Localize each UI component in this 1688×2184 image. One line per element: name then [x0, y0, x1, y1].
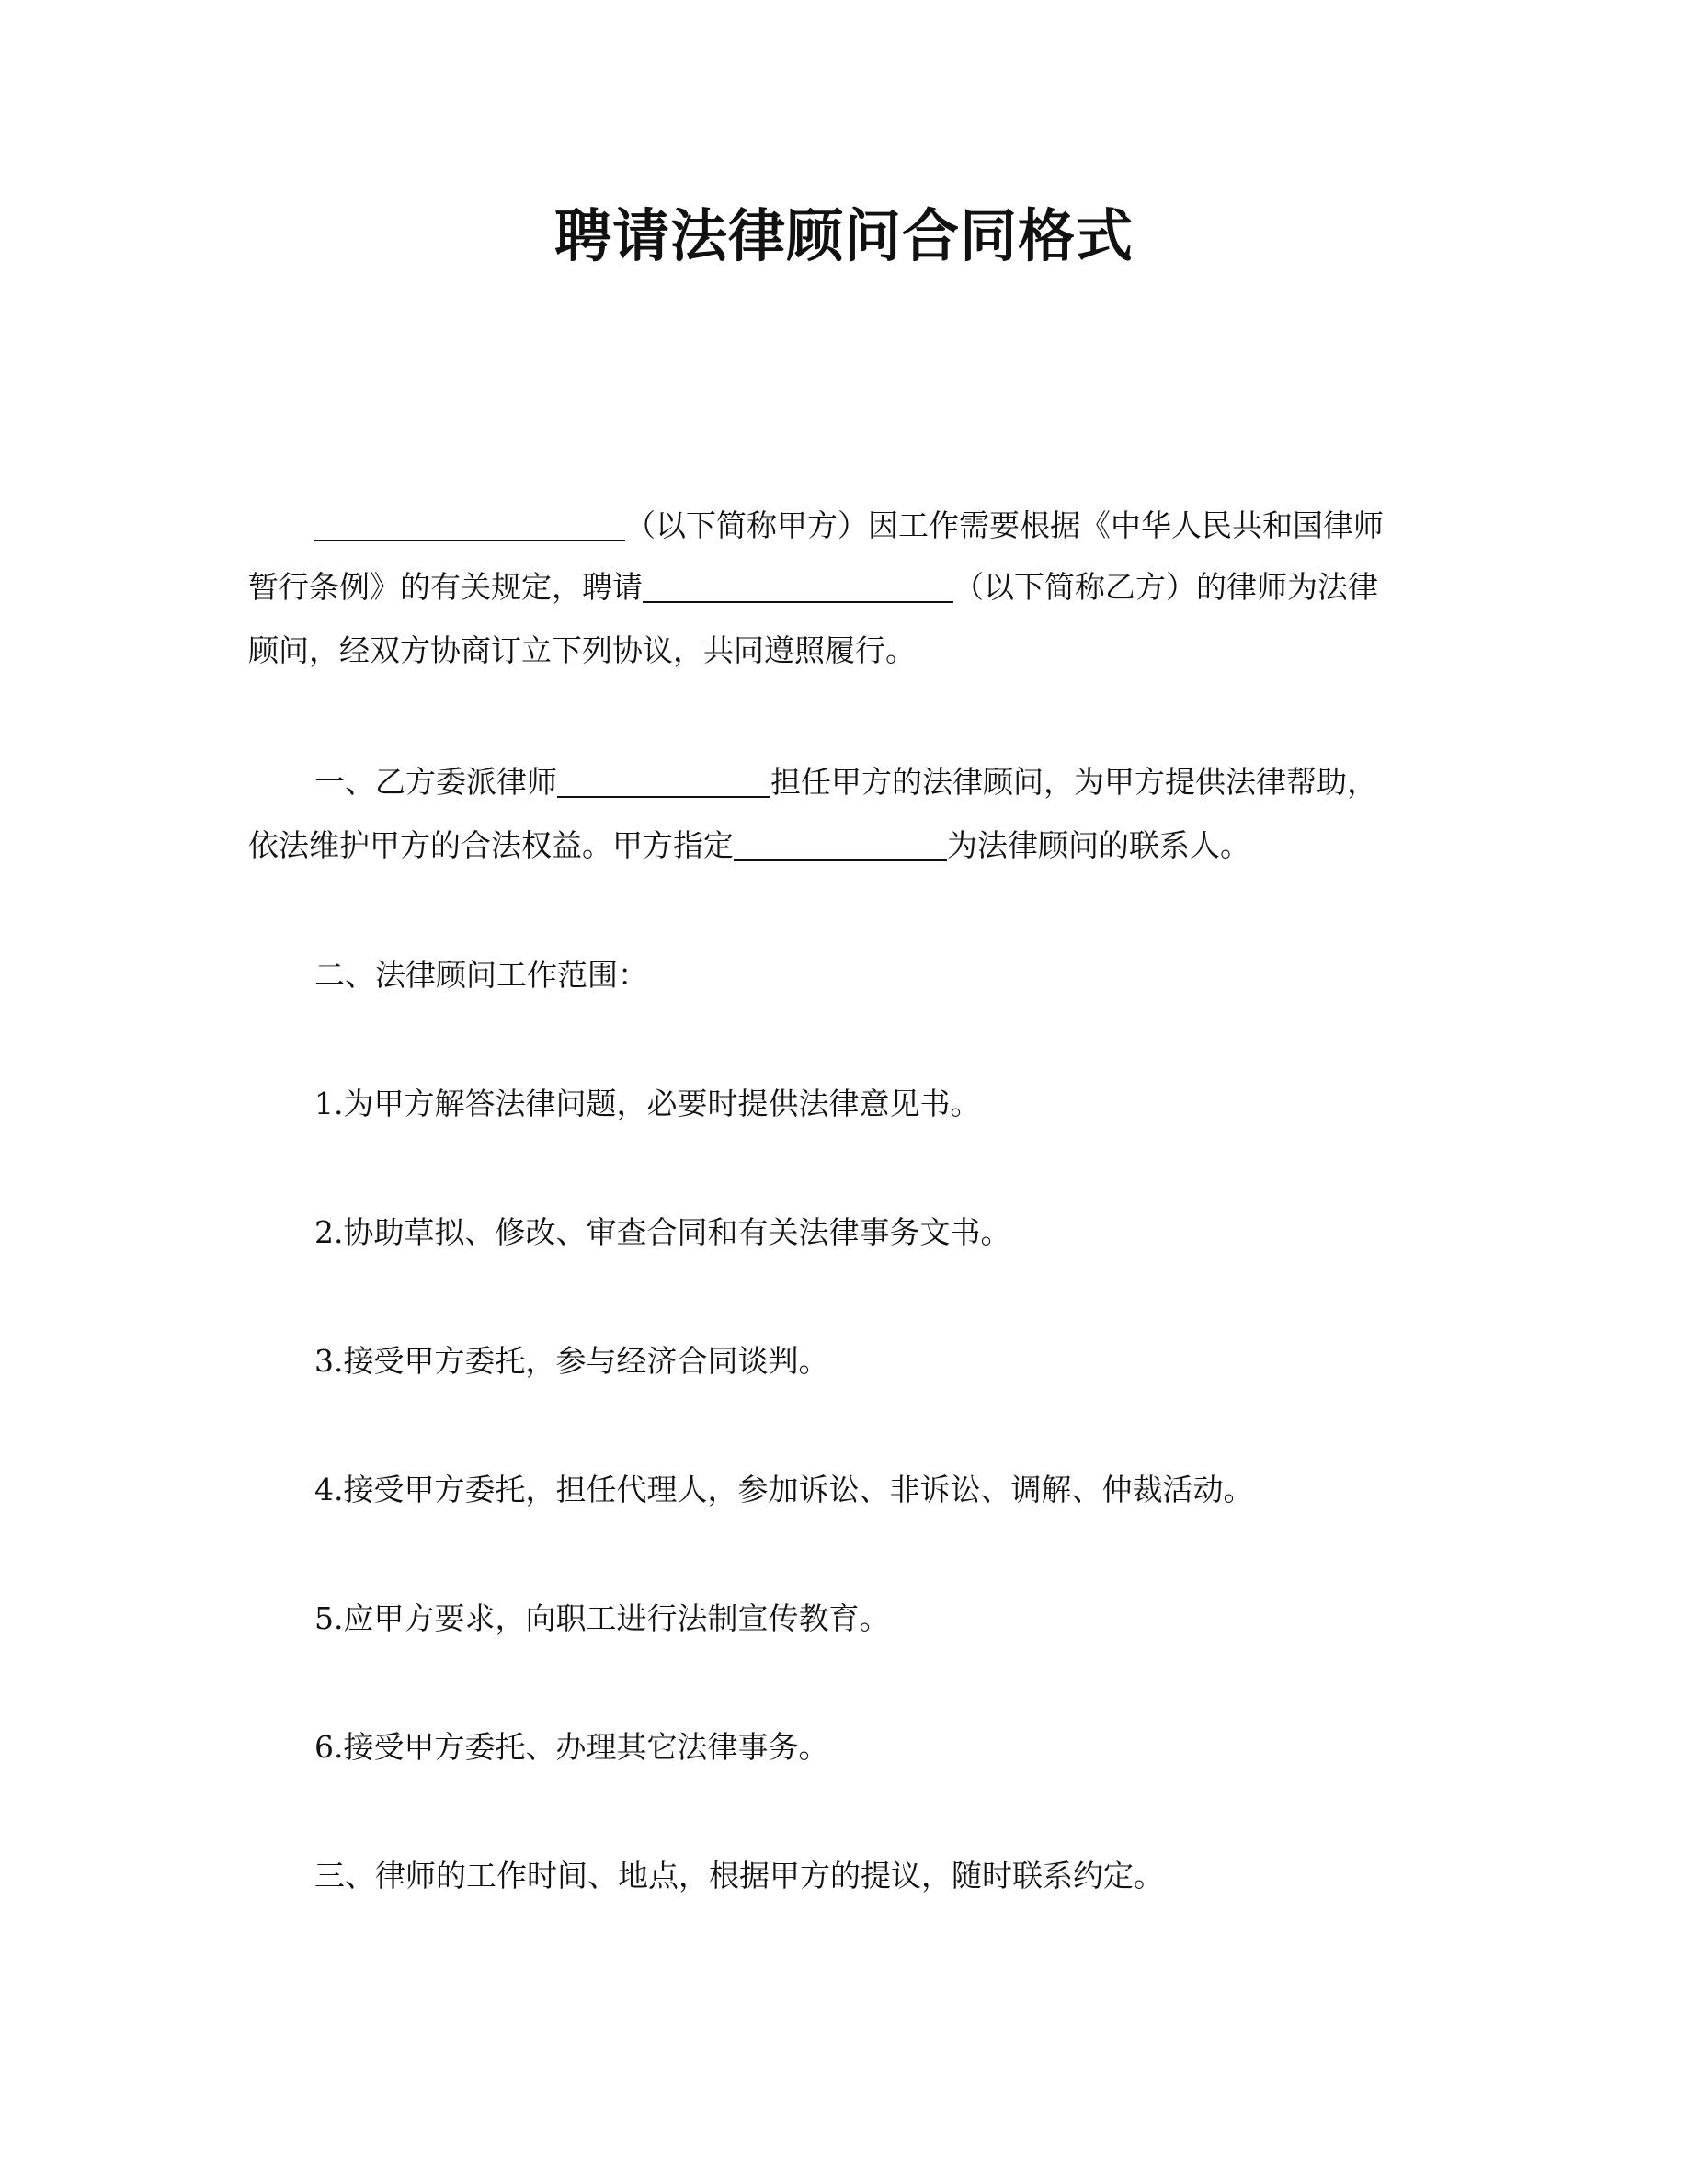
scope-item-4: 4.接受甲方委托，担任代理人，参加诉讼、非诉讼、调解、仲裁活动。 — [314, 1472, 1254, 1507]
preamble-line-3: 顾问，经双方协商订立下列协议，共同遵照履行。 — [248, 632, 916, 668]
clause3-text: 三、律师的工作时间、地点，根据甲方的提议，随时联系约定。 — [314, 1858, 1164, 1894]
scope-item-2: 2.协助草拟、修改、审查合同和有关法律事务文书。 — [314, 1214, 1011, 1250]
scope-item-1: 1.为甲方解答法律问题，必要时提供法律意见书。 — [314, 1086, 981, 1121]
lawyer-name-blank[interactable] — [557, 763, 770, 798]
clause1-line-2 — [248, 823, 1250, 869]
preamble-line-2-text-b: （以下简称乙方）的律师为法律 — [953, 569, 1378, 605]
scope-item-6: 6.接受甲方委托、办理其它法律事务。 — [314, 1729, 829, 1765]
clause1-line-2-text-b: 为法律顾问的联系人。 — [947, 827, 1250, 863]
clause1-line-1 — [314, 759, 1377, 805]
scope-item-3: 3.接受甲方委托，参与经济合同谈判。 — [314, 1343, 829, 1379]
scope-item-5: 5.应甲方要求，向职工进行法制宣传教育。 — [314, 1600, 890, 1636]
preamble-line-1 — [314, 503, 1384, 549]
preamble-line-2 — [248, 564, 1378, 610]
clause1-line-1-text-b: 担任甲方的法律顾问，为甲方提供法律帮助， — [770, 764, 1377, 800]
party-b-blank[interactable] — [643, 568, 953, 603]
document-title: 聘请法律顾问合同格式 — [553, 202, 1134, 269]
preamble-line-1-text: （以下简称甲方）因工作需要根据《中华人民共和国律师 — [625, 507, 1384, 543]
preamble-line-2-text-a: 暂行条例》的有关规定，聘请 — [248, 569, 643, 605]
contact-person-blank[interactable] — [734, 826, 947, 861]
clause2-heading: 二、法律顾问工作范围： — [314, 957, 648, 993]
clause1-line-2-text-a: 依法维护甲方的合法权益。甲方指定 — [248, 827, 734, 863]
clause1-line-1-text-a: 一、乙方委派律师 — [314, 764, 557, 800]
party-a-blank[interactable] — [314, 506, 625, 541]
